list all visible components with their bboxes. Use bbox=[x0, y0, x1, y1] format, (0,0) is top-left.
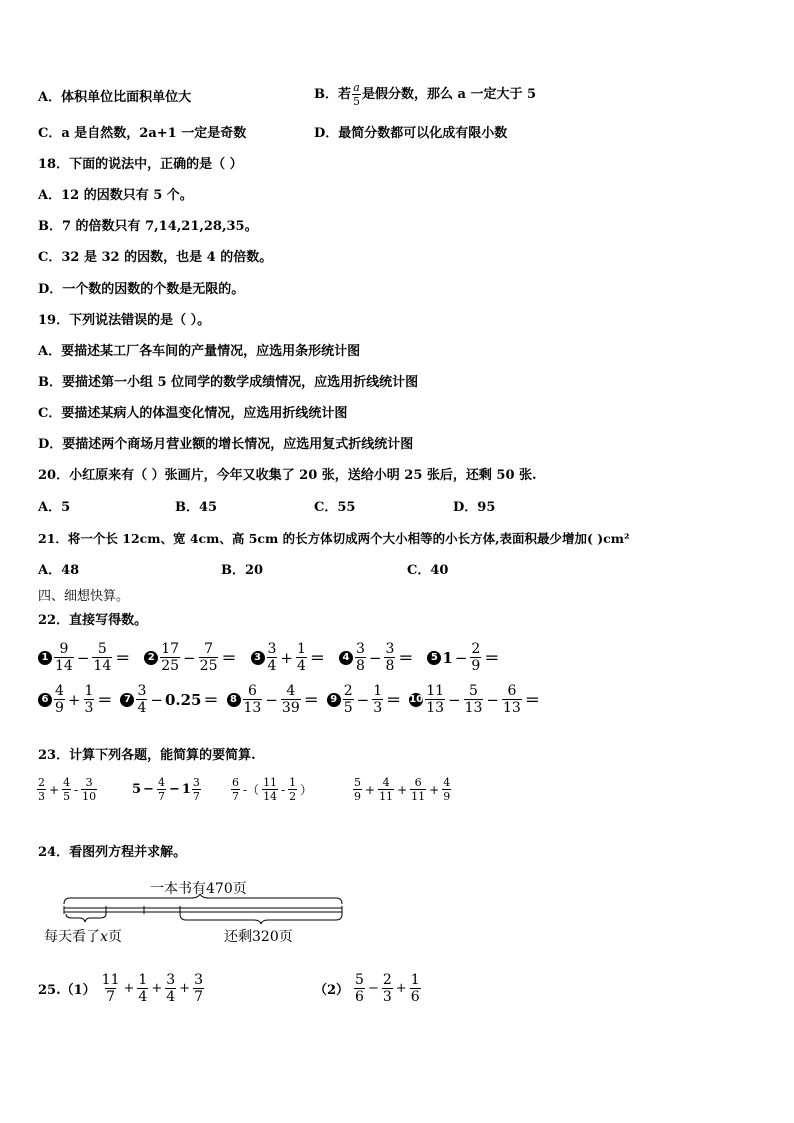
denominator: 6 bbox=[410, 989, 420, 1005]
fraction bbox=[231, 777, 240, 802]
calc-item bbox=[38, 642, 130, 673]
fraction bbox=[296, 642, 307, 673]
operator: + bbox=[397, 782, 408, 797]
q23-expression-3 bbox=[230, 777, 314, 802]
fraction bbox=[281, 684, 301, 715]
numerator: 4 bbox=[382, 776, 390, 789]
q19-option-b: B．要描述第一小组 5 位同学的数学成绩情况，应选用折线统计图 bbox=[38, 375, 419, 390]
numerator: 5 bbox=[354, 776, 361, 789]
denominator: 4 bbox=[138, 989, 148, 1005]
denominator: 9 bbox=[354, 790, 361, 803]
q18-stem: 18．下面的说法中，正确的是（ ） bbox=[38, 157, 243, 172]
equals-sign: ＝ bbox=[484, 649, 500, 667]
fraction bbox=[262, 777, 278, 802]
calc-item bbox=[339, 642, 413, 673]
numerator: 17 bbox=[161, 641, 180, 657]
q17-option-d: D．最简分数都可以化成有限小数 bbox=[314, 126, 508, 141]
q19-option-c: C．要描述某病人的体温变化情况，应选用折线统计图 bbox=[38, 406, 348, 421]
fraction bbox=[37, 777, 46, 802]
numerator: 1 bbox=[297, 641, 306, 657]
fraction bbox=[288, 777, 297, 802]
fraction bbox=[92, 642, 112, 673]
operator: − bbox=[143, 782, 154, 797]
numerator: 2 bbox=[382, 972, 392, 988]
numerator: 9 bbox=[59, 641, 69, 657]
numerator: 5 bbox=[469, 683, 478, 699]
denominator: 7 bbox=[232, 790, 239, 803]
operator: − bbox=[367, 981, 379, 996]
fraction bbox=[62, 777, 71, 802]
number: 5 bbox=[132, 782, 142, 797]
q22-row-2 bbox=[38, 684, 548, 715]
operator: − bbox=[448, 690, 461, 709]
fraction bbox=[355, 642, 366, 673]
fraction bbox=[157, 777, 166, 802]
q25-expression-2 bbox=[353, 973, 422, 1004]
denominator: 10 bbox=[82, 790, 97, 803]
calc-item bbox=[251, 642, 325, 673]
q17-option-c: C．a 是自然数，2a+1 一定是奇数 bbox=[38, 126, 247, 141]
denominator: 8 bbox=[355, 658, 365, 674]
denominator: 11 bbox=[411, 790, 426, 803]
q19-stem: 19．下列说法错误的是（ ）。 bbox=[38, 313, 211, 328]
q17-option-a: A．体积单位比面积单位大 bbox=[38, 90, 192, 105]
operator: + bbox=[123, 981, 135, 996]
figure-label-daily bbox=[44, 926, 122, 946]
q21-option-b: B．20 bbox=[221, 563, 264, 578]
fraction bbox=[410, 777, 426, 802]
q18-option-b: B．7 的倍数只有 7,14,21,28,35。 bbox=[38, 219, 258, 234]
section-heading: 四、细想快算。 bbox=[38, 589, 130, 604]
q18-option-d: D．一个数的因数的个数是无限的。 bbox=[38, 282, 245, 297]
operator: − bbox=[183, 648, 196, 667]
denominator: 6 bbox=[355, 989, 364, 1005]
number: 0.25 bbox=[164, 690, 202, 709]
fraction bbox=[352, 82, 361, 107]
q20-option-b: B．45 bbox=[175, 500, 218, 515]
operator: -（ bbox=[243, 783, 260, 797]
operator: + bbox=[179, 981, 191, 996]
equals-sign: ＝ bbox=[524, 691, 540, 709]
denominator: 25 bbox=[161, 658, 180, 674]
q22-row-1 bbox=[38, 642, 513, 673]
fraction bbox=[193, 973, 204, 1004]
fraction bbox=[160, 642, 180, 673]
number: 1 bbox=[442, 648, 453, 667]
item-number-badge: 7 bbox=[120, 693, 134, 707]
numerator: 2 bbox=[343, 683, 353, 699]
calc-item bbox=[427, 642, 499, 673]
q17-option-b-suffix: 是假分数，那么 a 一定大于 5 bbox=[362, 87, 537, 102]
figure-label-daily-suffix: 页 bbox=[107, 929, 122, 945]
q25-expression-1 bbox=[100, 973, 205, 1004]
denominator: 13 bbox=[426, 700, 445, 716]
denominator: 11 bbox=[379, 790, 394, 803]
q20-stem: 20．小红原来有（ ）张画片，今年又收集了 20 张，送给小明 25 张后，还剩 50 张. bbox=[38, 468, 537, 483]
denominator: 4 bbox=[137, 700, 147, 716]
calc-item bbox=[227, 684, 319, 715]
numerator: 5 bbox=[97, 641, 107, 657]
variable-x: x bbox=[100, 929, 108, 945]
denominator: 8 bbox=[385, 658, 395, 674]
fraction bbox=[101, 973, 121, 1004]
equals-sign: ＝ bbox=[398, 649, 414, 667]
denominator: 7 bbox=[157, 790, 165, 803]
item-number-badge: 9 bbox=[327, 693, 341, 707]
denominator: 5 bbox=[63, 790, 71, 803]
calc-item bbox=[327, 684, 401, 715]
q25-label: 25.（1） bbox=[38, 983, 96, 998]
figure-label-total: 一本书有470页 bbox=[150, 881, 247, 897]
fraction bbox=[382, 973, 393, 1004]
fraction bbox=[353, 777, 362, 802]
q19-option-d: D．要描述两个商场月营业额的增长情况，应选用复式折线统计图 bbox=[38, 437, 414, 452]
q20-option-d: D．95 bbox=[453, 500, 496, 515]
fraction bbox=[502, 684, 522, 715]
q23-expression-4 bbox=[352, 777, 452, 802]
item-number-badge: 5 bbox=[427, 651, 441, 665]
q21-stem: 21．将一个长 12cm、宽 4cm、高 5cm 的长方体切成两个大小相等的小长方体,表面积最少增加( )cm² bbox=[38, 531, 630, 546]
q17-option-b bbox=[314, 82, 536, 107]
q25-part-2 bbox=[314, 973, 422, 1004]
numerator: 4 bbox=[443, 776, 451, 789]
number: 1 bbox=[181, 782, 191, 797]
fraction bbox=[54, 684, 65, 715]
operator: − bbox=[150, 690, 163, 709]
numerator: 4 bbox=[63, 776, 71, 789]
denominator: 3 bbox=[38, 790, 45, 803]
numerator: 2 bbox=[471, 641, 481, 657]
denominator: 9 bbox=[55, 700, 64, 716]
numerator: 11 bbox=[101, 972, 120, 988]
numerator: 11 bbox=[263, 776, 278, 789]
numerator: 3 bbox=[355, 641, 365, 657]
denominator: 4 bbox=[166, 989, 176, 1005]
denominator: 13 bbox=[464, 700, 483, 716]
item-number-badge: 3 bbox=[251, 651, 265, 665]
numerator: 1 bbox=[410, 972, 420, 988]
numerator: 2 bbox=[38, 776, 45, 789]
item-number-badge: 2 bbox=[144, 651, 158, 665]
operator: + bbox=[395, 981, 407, 996]
operator: - bbox=[281, 782, 286, 797]
equals-sign: ＝ bbox=[115, 649, 131, 667]
numerator: 3 bbox=[192, 776, 200, 789]
operator: − bbox=[356, 690, 370, 709]
denominator: 3 bbox=[373, 700, 383, 716]
denominator: 7 bbox=[106, 989, 116, 1005]
denominator: 13 bbox=[243, 700, 262, 716]
numerator: 6 bbox=[247, 683, 257, 699]
denominator: 9 bbox=[443, 790, 451, 803]
fraction bbox=[81, 777, 97, 802]
numerator: 11 bbox=[426, 683, 445, 699]
fraction bbox=[267, 642, 278, 673]
operator: + bbox=[49, 782, 60, 797]
operator: ） bbox=[300, 783, 313, 797]
numerator: 3 bbox=[137, 683, 147, 699]
fraction bbox=[425, 684, 445, 715]
numerator: 6 bbox=[232, 776, 239, 789]
q21-option-a: A．48 bbox=[38, 563, 80, 578]
q21-option-c: C．40 bbox=[407, 563, 449, 578]
fraction bbox=[464, 684, 484, 715]
fraction bbox=[243, 684, 263, 715]
calc-item bbox=[144, 642, 236, 673]
figure-label-remaining: 还剩320页 bbox=[224, 929, 293, 945]
operator: - bbox=[74, 782, 79, 797]
denominator: 14 bbox=[55, 658, 73, 674]
numerator: 5 bbox=[355, 972, 364, 988]
fraction bbox=[372, 684, 383, 715]
fraction bbox=[470, 642, 481, 673]
denominator: 39 bbox=[281, 700, 300, 716]
q19-option-a: A．要描述某工厂各车间的产量情况，应选用条形统计图 bbox=[38, 344, 361, 359]
fraction bbox=[137, 973, 148, 1004]
fraction bbox=[136, 684, 147, 715]
denominator: 9 bbox=[471, 658, 481, 674]
numerator: 1 bbox=[84, 683, 94, 699]
denominator: 7 bbox=[194, 989, 203, 1005]
fraction bbox=[192, 777, 201, 802]
fraction bbox=[165, 973, 176, 1004]
calc-item bbox=[38, 684, 112, 715]
equals-sign: ＝ bbox=[386, 691, 402, 709]
q18-option-a: A．12 的因数只有 5 个。 bbox=[38, 188, 193, 203]
numerator: 3 bbox=[385, 641, 395, 657]
equals-sign: ＝ bbox=[97, 691, 113, 709]
item-number-badge: 1 bbox=[38, 651, 52, 665]
numerator: a bbox=[353, 81, 360, 94]
numerator: 3 bbox=[194, 972, 203, 988]
operator: − bbox=[76, 648, 90, 667]
calc-item bbox=[409, 684, 540, 715]
q25-label-2: （2） bbox=[314, 983, 350, 998]
q24-stem: 24．看图列方程并求解。 bbox=[38, 845, 187, 860]
denominator: 13 bbox=[503, 700, 521, 716]
figure-label-daily-prefix: 每天看了 bbox=[44, 929, 100, 945]
q17-option-b-prefix: B．若 bbox=[314, 87, 351, 102]
numerator: 6 bbox=[507, 683, 517, 699]
operator: + bbox=[429, 782, 440, 797]
denominator: 7 bbox=[192, 790, 200, 803]
item-number-badge: 6 bbox=[38, 693, 52, 707]
fraction bbox=[199, 642, 219, 673]
calc-item bbox=[120, 684, 218, 715]
item-number-badge: 4 bbox=[339, 651, 353, 665]
operator: + bbox=[365, 782, 376, 797]
denominator: 3 bbox=[84, 700, 94, 716]
denominator: 5 bbox=[353, 95, 360, 108]
q22-stem: 22．直接写得数。 bbox=[38, 613, 148, 628]
fraction bbox=[343, 684, 354, 715]
numerator: 1 bbox=[289, 776, 297, 789]
fraction bbox=[354, 973, 365, 1004]
q25-part-1 bbox=[38, 973, 205, 1004]
item-number-badge: 8 bbox=[227, 693, 241, 707]
denominator: 25 bbox=[199, 658, 218, 674]
numerator: 3 bbox=[166, 972, 176, 988]
q20-option-a: A．5 bbox=[38, 500, 71, 515]
numerator: 4 bbox=[286, 683, 296, 699]
numerator: 4 bbox=[157, 776, 165, 789]
numerator: 4 bbox=[55, 683, 64, 699]
equals-sign: ＝ bbox=[309, 649, 325, 667]
fraction bbox=[442, 777, 451, 802]
equals-sign: ＝ bbox=[203, 691, 219, 709]
operator: − bbox=[486, 690, 499, 709]
q23-stem: 23．计算下列各题，能简算的要简算. bbox=[38, 748, 256, 763]
fraction bbox=[410, 973, 421, 1004]
q23-expression-2 bbox=[132, 777, 202, 802]
fraction bbox=[84, 684, 95, 715]
fraction bbox=[54, 642, 74, 673]
q20-option-c: C．55 bbox=[314, 500, 356, 515]
operator: + bbox=[151, 981, 163, 996]
operator: − bbox=[454, 648, 468, 667]
q23-expression-1 bbox=[36, 777, 98, 802]
operator: − bbox=[168, 782, 180, 797]
equals-sign: ＝ bbox=[221, 649, 237, 667]
numerator: 3 bbox=[85, 776, 93, 789]
item-number-badge: 10 bbox=[409, 693, 424, 705]
denominator: 2 bbox=[289, 790, 297, 803]
denominator: 14 bbox=[263, 790, 278, 803]
operator: + bbox=[67, 690, 81, 709]
numerator: 1 bbox=[373, 683, 383, 699]
numerator: 7 bbox=[204, 641, 214, 657]
denominator: 4 bbox=[297, 658, 306, 674]
fraction bbox=[378, 777, 394, 802]
fraction bbox=[384, 642, 395, 673]
numerator: 1 bbox=[138, 972, 148, 988]
denominator: 14 bbox=[93, 658, 112, 674]
denominator: 4 bbox=[267, 658, 277, 674]
operator: − bbox=[265, 690, 278, 709]
operator: + bbox=[280, 648, 293, 667]
operator: − bbox=[368, 648, 382, 667]
denominator: 5 bbox=[343, 700, 353, 716]
equals-sign: ＝ bbox=[303, 691, 319, 709]
q18-option-c: C．32 是 32 的因数，也是 4 的倍数。 bbox=[38, 250, 273, 265]
denominator: 3 bbox=[382, 989, 392, 1005]
numerator: 3 bbox=[267, 641, 277, 657]
numerator: 6 bbox=[414, 776, 422, 789]
